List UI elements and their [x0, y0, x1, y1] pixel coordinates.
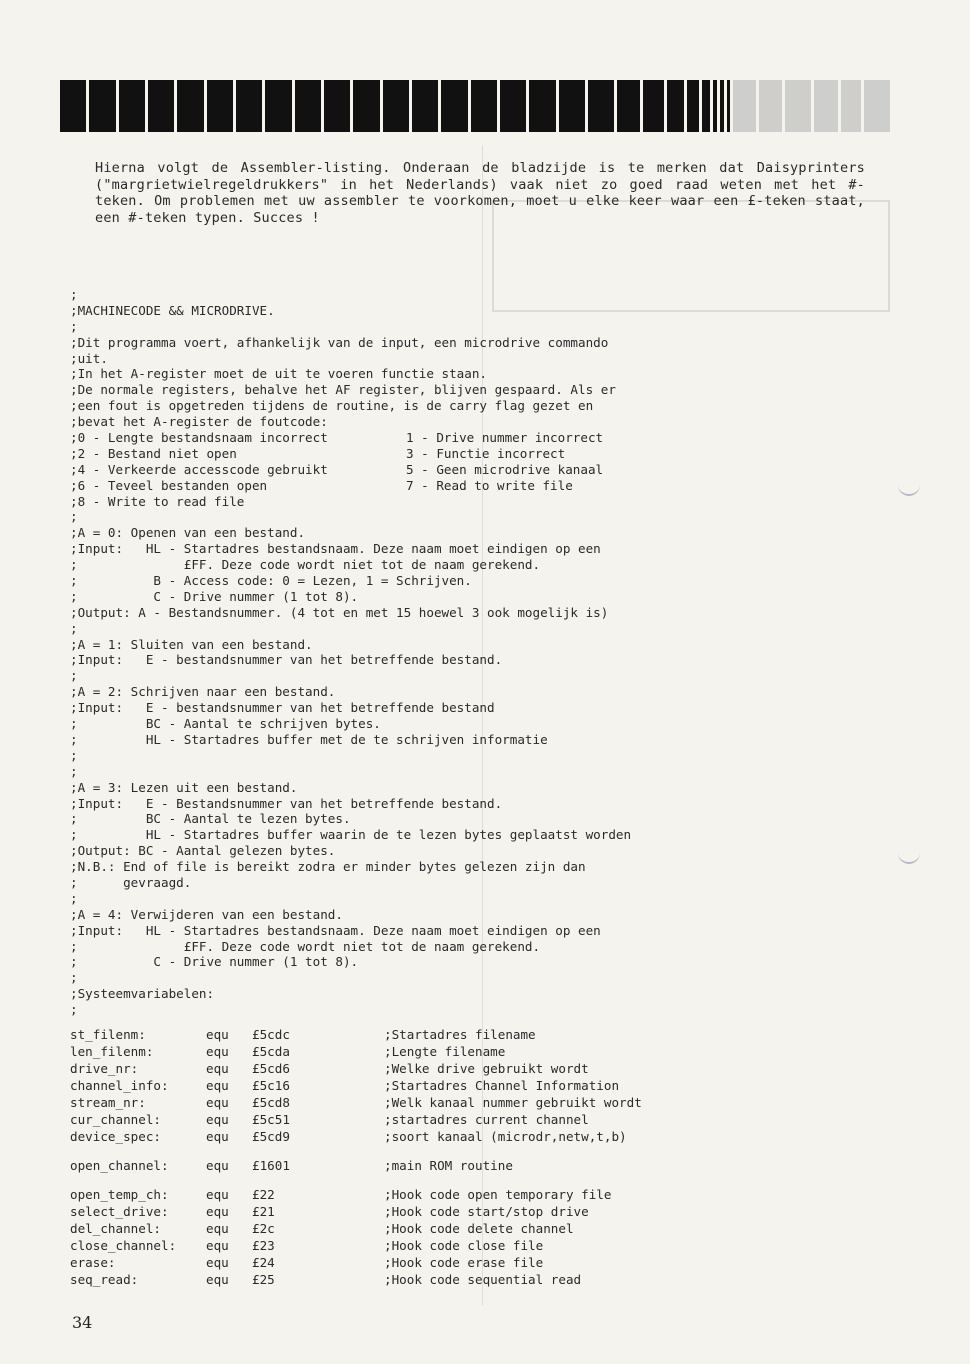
listing-comments: [70, 287, 910, 1018]
equate-comment: ;Hook code delete channel: [384, 1220, 574, 1236]
spacer: [70, 1175, 910, 1187]
equate-value: £21: [252, 1203, 275, 1219]
equate-label: select_drive:: [70, 1203, 169, 1219]
listing-text: ;: [70, 509, 78, 525]
binding-stripe: [353, 80, 379, 132]
binding-stripe-faded: [814, 80, 837, 132]
equate-label: device_spec:: [70, 1128, 161, 1144]
listing-text: ;: [70, 890, 78, 906]
listing-text: ;: [70, 1002, 78, 1018]
listing-text: ;: [70, 287, 78, 302]
binding-stripe: [713, 80, 718, 132]
listing-line: [70, 509, 910, 525]
equate-row: [70, 1061, 910, 1078]
listing-text: ;MACHINECODE && MICRODRIVE.: [70, 302, 275, 318]
listing-line: [70, 335, 910, 351]
equate-comment: ;Hook code start/stop drive: [384, 1203, 589, 1219]
equate-comment: ;Welk kanaal nummer gebruikt wordt: [384, 1094, 642, 1110]
spacer: [70, 1146, 910, 1158]
listing-text: ;: [70, 620, 78, 636]
listing-text-right: 3 - Functie incorrect: [406, 445, 566, 461]
listing-line: [70, 589, 910, 605]
listing-text: ;Output: BC - Aantal gelezen bytes.: [70, 843, 336, 859]
punch-hole-mark: [898, 848, 920, 864]
binding-stripe-bar: [60, 80, 890, 132]
equate-label: len_filenm:: [70, 1043, 154, 1059]
equate-row: [70, 1255, 910, 1272]
binding-stripe-faded: [733, 80, 756, 132]
listing-line: [70, 637, 910, 653]
equate-value: £2c: [252, 1220, 275, 1236]
equate-value: £25: [252, 1271, 275, 1287]
listing-line: [70, 764, 910, 780]
binding-stripe: [148, 80, 174, 132]
listing-line: [70, 414, 910, 430]
listing-line: [70, 462, 910, 478]
equate-directive: equ: [206, 1077, 229, 1093]
listing-line: [70, 732, 910, 748]
binding-stripe: [383, 80, 409, 132]
equate-label: cur_channel:: [70, 1111, 161, 1127]
binding-stripe: [89, 80, 115, 132]
listing-line: [70, 494, 910, 510]
listing-text: ; HL - Startadres buffer met de te schrijven informatie: [70, 731, 548, 747]
listing-text: ;: [70, 668, 78, 684]
equate-row: [70, 1095, 910, 1112]
punch-hole-mark: [898, 480, 920, 496]
equate-comment: ;soort kanaal (microdr,netw,t,b): [384, 1128, 627, 1144]
binding-stripe-faded: [759, 80, 782, 132]
listing-line: [70, 875, 910, 891]
equate-row: [70, 1272, 910, 1289]
listing-line: [70, 700, 910, 716]
intro-text: Hierna volgt de Assembler-listing. Onderaan de bladzijde is te merken dat Daisyprinters ("margrietwielregeldrukkers" in het Nederlands) vaak niet zo goed raad weten met het #-teken. Om problemen met uw assembler te voorkomen, moet u elke keer waar een £-teken staat, een #-teken typen. Succes !: [95, 160, 865, 226]
listing-text: ;2 - Bestand niet open: [70, 445, 237, 461]
equate-table: [70, 1027, 910, 1289]
listing-line: [70, 366, 910, 382]
listing-text: ;: [70, 318, 78, 334]
equate-comment: ;Hook code sequential read: [384, 1271, 582, 1287]
listing-line: [70, 287, 910, 303]
listing-line: [70, 986, 910, 1002]
equate-comment: ;Lengte filename: [384, 1043, 506, 1059]
listing-text: ;A = 4: Verwijderen van een bestand.: [70, 906, 343, 922]
equate-value: £5cdc: [252, 1026, 290, 1042]
equate-row: [70, 1238, 910, 1255]
binding-stripe: [559, 80, 585, 132]
binding-stripe: [667, 80, 684, 132]
listing-text: ;: [70, 763, 78, 779]
listing-text: ;8 - Write to read file: [70, 493, 245, 509]
listing-line: [70, 970, 910, 986]
equate-value: £1601: [252, 1157, 290, 1173]
listing-text: ;Input: E - bestandsnummer van het betreffende bestand.: [70, 652, 503, 668]
listing-line: [70, 398, 910, 414]
listing-line: [70, 859, 910, 875]
listing-text: ;A = 3: Lezen uit een bestand.: [70, 779, 298, 795]
listing-line: [70, 351, 910, 367]
listing-line: [70, 605, 910, 621]
equate-label: del_channel:: [70, 1220, 161, 1236]
equate-comment: ;Startadres filename: [384, 1026, 536, 1042]
listing-text: ;4 - Verkeerde accesscode gebruikt: [70, 461, 328, 477]
listing-text: ;Input: HL - Startadres bestandsnaam. Deze naam moet eindigen op een: [70, 922, 601, 938]
equate-directive: equ: [206, 1237, 229, 1253]
binding-stripe: [500, 80, 526, 132]
equate-row: [70, 1078, 910, 1095]
equate-value: £22: [252, 1186, 275, 1202]
equate-comment: ;startadres current channel: [384, 1111, 589, 1127]
equate-row: [70, 1221, 910, 1238]
equate-row: [70, 1112, 910, 1129]
listing-text: ;Systeemvariabelen:: [70, 986, 215, 1002]
listing-text: ;: [70, 747, 78, 763]
equate-directive: equ: [206, 1220, 229, 1236]
equate-directive: equ: [206, 1186, 229, 1202]
listing-line: [70, 796, 910, 812]
equate-directive: equ: [206, 1111, 229, 1127]
listing-text: ; gevraagd.: [70, 874, 192, 890]
listing-text: ;Dit programma voert, afhankelijk van de input, een microdrive commando: [70, 334, 609, 350]
binding-stripe: [588, 80, 614, 132]
listing-line: [70, 891, 910, 907]
binding-stripe: [207, 80, 233, 132]
binding-stripe: [412, 80, 438, 132]
equate-value: £5cd6: [252, 1060, 290, 1076]
spacer: [70, 1018, 910, 1027]
listing-text: ; C - Drive nummer (1 tot 8).: [70, 588, 359, 604]
listing-line: [70, 430, 910, 446]
binding-stripe: [324, 80, 350, 132]
equate-value: £5cd8: [252, 1094, 290, 1110]
listing-line: [70, 319, 910, 335]
listing-line: [70, 748, 910, 764]
equate-comment: ;Hook code erase file: [384, 1254, 544, 1270]
intro-paragraph: [95, 160, 865, 226]
equate-comment: ;Startadres Channel Information: [384, 1077, 620, 1093]
listing-line: [70, 446, 910, 462]
listing-line: [70, 684, 910, 700]
equate-value: £5cda: [252, 1043, 290, 1059]
equate-directive: equ: [206, 1128, 229, 1144]
listing-line: [70, 923, 910, 939]
binding-stripe: [60, 80, 86, 132]
equate-row: [70, 1187, 910, 1204]
listing-text: ;Input: E - bestandsnummer van het betreffende bestand: [70, 700, 495, 716]
listing-text: ;In het A-register moet de uit te voeren functie staan.: [70, 366, 488, 382]
listing-line: [70, 668, 910, 684]
binding-stripe: [617, 80, 640, 132]
listing-text: ;N.B.: End of file is bereikt zodra er minder bytes gelezen zijn dan: [70, 859, 586, 875]
listing-text: ; B - Access code: 0 = Lezen, 1 = Schrijven.: [70, 573, 472, 589]
listing-line: [70, 939, 910, 955]
binding-stripe: [720, 80, 723, 132]
listing-text-right: 7 - Read to write file: [406, 477, 573, 493]
equate-comment: ;Hook code close file: [384, 1237, 544, 1253]
equate-comment: ;Welke drive gebruikt wordt: [384, 1060, 589, 1076]
listing-text: ;Input: E - Bestandsnummer van het betreffende bestand.: [70, 795, 503, 811]
equate-comment: ;Hook code open temporary file: [384, 1186, 612, 1202]
binding-stripe: [687, 80, 699, 132]
equate-label: st_filenm:: [70, 1026, 146, 1042]
equate-label: seq_read:: [70, 1271, 139, 1287]
listing-text: ;A = 1: Sluiten van een bestand.: [70, 636, 313, 652]
equate-directive: equ: [206, 1271, 229, 1287]
listing-text: ; £FF. Deze code wordt niet tot de naam gerekend.: [70, 557, 541, 573]
listing-text: ; BC - Aantal te lezen bytes.: [70, 811, 351, 827]
listing-line: [70, 557, 910, 573]
listing-line: [70, 1002, 910, 1018]
listing-line: [70, 954, 910, 970]
equate-directive: equ: [206, 1203, 229, 1219]
binding-stripe-faded: [841, 80, 861, 132]
listing-text: ;bevat het A-register de foutcode:: [70, 414, 328, 430]
equate-label: stream_nr:: [70, 1094, 146, 1110]
listing-line: [70, 811, 910, 827]
listing-text: ;0 - Lengte bestandsnaam incorrect: [70, 430, 328, 446]
listing-line: [70, 478, 910, 494]
listing-text: ;: [70, 970, 78, 986]
page-number: 34: [72, 1313, 93, 1332]
listing-text: ; HL - Startadres buffer waarin de te lezen bytes geplaatst worden: [70, 827, 632, 843]
equate-row: [70, 1027, 910, 1044]
equate-directive: equ: [206, 1060, 229, 1076]
equate-row: [70, 1204, 910, 1221]
binding-stripe: [529, 80, 555, 132]
listing-line: [70, 541, 910, 557]
equate-directive: equ: [206, 1254, 229, 1270]
equate-comment: ;main ROM routine: [384, 1157, 513, 1173]
equate-label: open_channel:: [70, 1157, 169, 1173]
equate-value: £5c16: [252, 1077, 290, 1093]
listing-text: ; C - Drive nummer (1 tot 8).: [70, 954, 359, 970]
listing-line: [70, 573, 910, 589]
listing-line: [70, 907, 910, 923]
listing-text-right: 1 - Drive nummer incorrect: [406, 430, 604, 446]
binding-stripe: [265, 80, 291, 132]
listing-text: ; £FF. Deze code wordt niet tot de naam gerekend.: [70, 938, 541, 954]
binding-stripe: [236, 80, 262, 132]
equate-row: [70, 1044, 910, 1061]
listing-line: [70, 303, 910, 319]
equate-label: open_temp_ch:: [70, 1186, 169, 1202]
equate-value: £5c51: [252, 1111, 290, 1127]
equate-row: [70, 1158, 910, 1175]
listing-line: [70, 843, 910, 859]
equate-label: close_channel:: [70, 1237, 177, 1253]
equate-label: drive_nr:: [70, 1060, 139, 1076]
assembler-listing: [70, 287, 910, 1289]
listing-line: [70, 621, 910, 637]
listing-line: [70, 716, 910, 732]
binding-stripe: [471, 80, 497, 132]
listing-text: ;een fout is opgetreden tijdens de routine, is de carry flag gezet en: [70, 398, 594, 414]
binding-stripe-faded: [785, 80, 811, 132]
equate-value: £24: [252, 1254, 275, 1270]
listing-text: ;Output: A - Bestandsnummer. (4 tot en met 15 hoewel 3 ook mogelijk is): [70, 604, 609, 620]
listing-text: ;De normale registers, behalve het AF register, blijven gespaard. Als er: [70, 382, 616, 398]
listing-text: ;Input: HL - Startadres bestandsnaam. Deze naam moet eindigen op een: [70, 541, 601, 557]
listing-line: [70, 780, 910, 796]
listing-line: [70, 827, 910, 843]
equate-directive: equ: [206, 1157, 229, 1173]
binding-stripe: [295, 80, 321, 132]
equate-directive: equ: [206, 1043, 229, 1059]
binding-stripe-faded: [864, 80, 890, 132]
binding-stripe: [727, 80, 730, 132]
equate-label: erase:: [70, 1254, 116, 1270]
listing-text: ; BC - Aantal te schrijven bytes.: [70, 716, 381, 732]
listing-line: [70, 382, 910, 398]
binding-stripe: [441, 80, 467, 132]
listing-text-right: 5 - Geen microdrive kanaal: [406, 461, 604, 477]
listing-text: ;uit.: [70, 350, 108, 366]
listing-text: ;6 - Teveel bestanden open: [70, 477, 268, 493]
binding-stripe: [177, 80, 203, 132]
equate-row: [70, 1129, 910, 1146]
equate-directive: equ: [206, 1026, 229, 1042]
listing-text: ;A = 2: Schrijven naar een bestand.: [70, 684, 336, 700]
equate-value: £23: [252, 1237, 275, 1253]
listing-text: ;A = 0: Openen van een bestand.: [70, 525, 306, 541]
equate-label: channel_info:: [70, 1077, 169, 1093]
binding-stripe: [702, 80, 710, 132]
equate-directive: equ: [206, 1094, 229, 1110]
equate-value: £5cd9: [252, 1128, 290, 1144]
binding-stripe: [643, 80, 663, 132]
listing-line: [70, 652, 910, 668]
binding-stripe: [119, 80, 145, 132]
listing-line: [70, 525, 910, 541]
